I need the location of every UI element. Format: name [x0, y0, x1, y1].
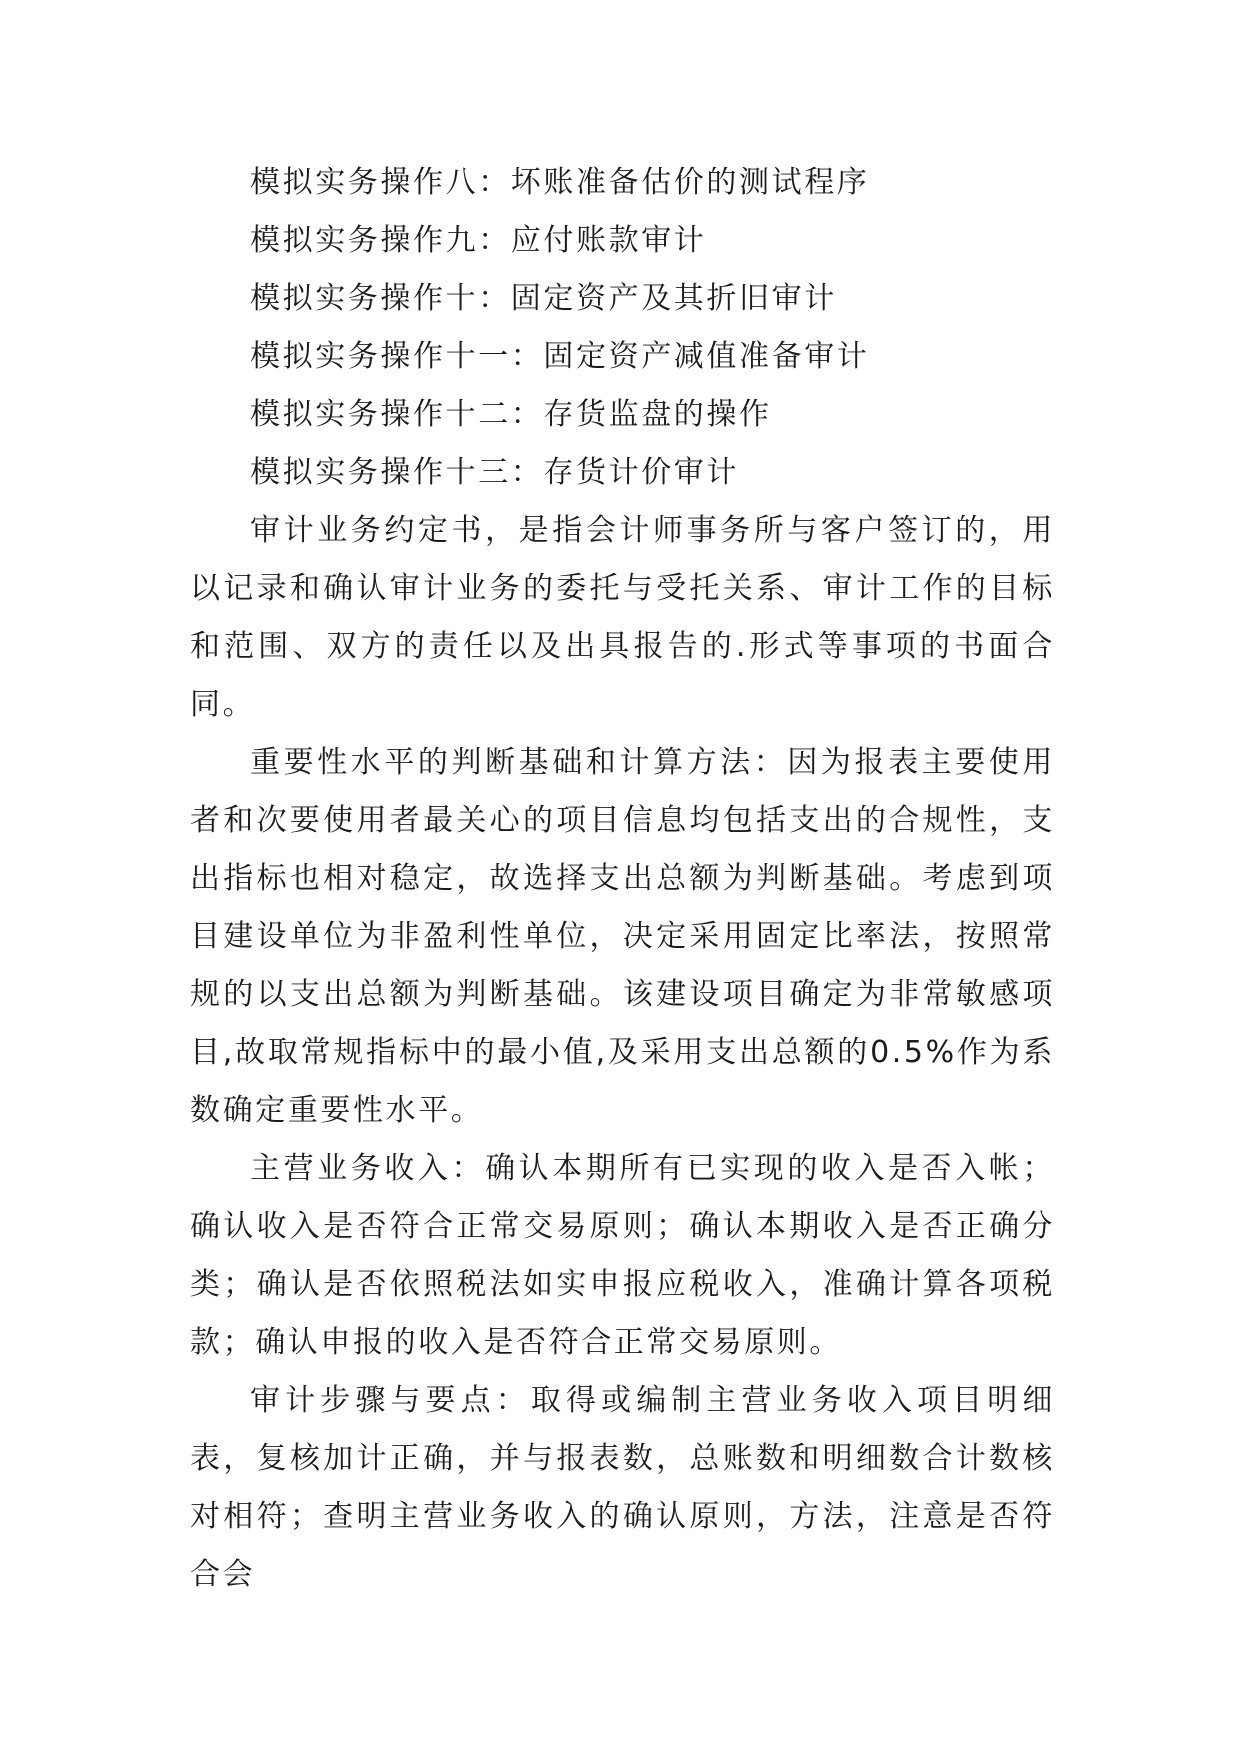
simulation-item-12: 模拟实务操作十二：存货监盘的操作 [250, 397, 772, 432]
main-business-revenue-paragraph: 主营业务收入：确认本期所有已实现的收入是否入帐；确认收入是否符合正常交易原则；确认本期收入是否正确分类；确认是否依照税法如实申报应税收入，准确计算各项税款；确认申报的收入是否符合正常交易原则。 [190, 1151, 1055, 1360]
document-body [190, 154, 1055, 1604]
simulation-item-10: 模拟实务操作十：固定资产及其折旧审计 [250, 281, 837, 316]
materiality-level-paragraph: 重要性水平的判断基础和计算方法：因为报表主要使用者和次要使用者最关心的项目信息均包括支出的合规性，支出指标也相对稳定，故选择支出总额为判断基础。考虑到项目建设单位为非盈利性单位，决定采用固定比率法，按照常规的以支出总额为判断基础。该建设项目确定为非常敏感项目,故取常规指标中的最小值,及采用支出总额的0.5%作为系数确定重要性水平。 [190, 745, 1055, 1128]
simulation-item-11: 模拟实务操作十一：固定资产减值准备审计 [250, 339, 870, 374]
audit-engagement-letter-paragraph: 审计业务约定书，是指会计师事务所与客户签订的，用以记录和确认审计业务的委托与受托关系、审计工作的目标和范围、双方的责任以及出具报告的.形式等事项的书面合同。 [190, 513, 1055, 722]
simulation-item-8: 模拟实务操作八：坏账准备估价的测试程序 [250, 165, 870, 200]
audit-steps-paragraph: 审计步骤与要点：取得或编制主营业务收入项目明细表，复核加计正确，并与报表数，总账数和明细数合计数核对相符；查明主营业务收入的确认原则，方法，注意是否符合会 [190, 1383, 1055, 1592]
simulation-item-9: 模拟实务操作九：应付账款审计 [250, 223, 707, 258]
simulation-item-13: 模拟实务操作十三：存货计价审计 [250, 455, 739, 490]
